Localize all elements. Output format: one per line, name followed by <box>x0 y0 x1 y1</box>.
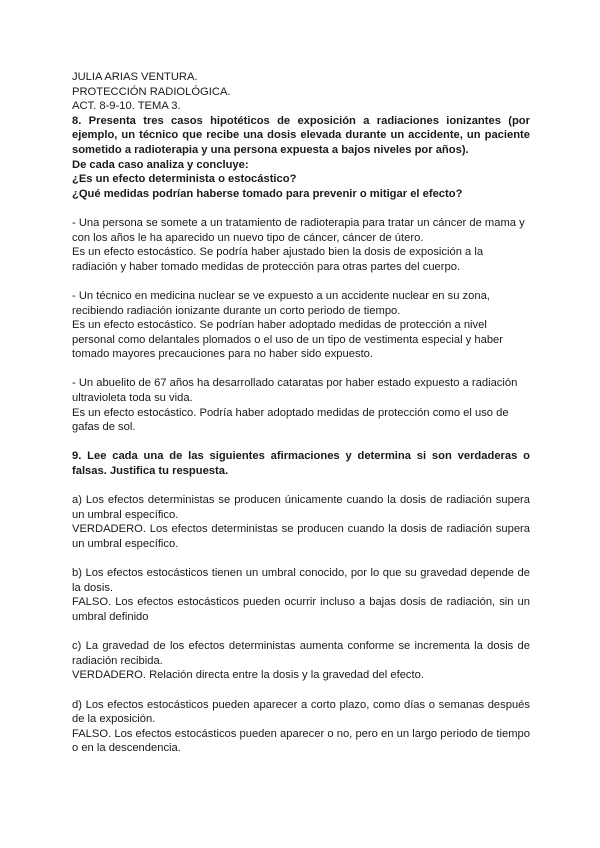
case-2-answer: Es un efecto estocástico. Se podrían haber adoptado medidas de protección a nivel personal como delantales plomados o el uso de un tipo de vestimenta especial y haber tomado mayores precauciones para no haber sido expuesto. <box>72 319 503 361</box>
case-2 <box>72 289 530 362</box>
activity-label: ACT. 8-9-10. TEMA 3. <box>72 100 181 113</box>
document-content <box>72 70 530 756</box>
case-2-description: - Un técnico en medicina nuclear se ve expuesto a un accidente nuclear en su zona, recibiendo radiación ionizante durante un corto periodo de tiempo. <box>72 289 490 317</box>
question-8-sub2: ¿Qué medidas podrían haberse tomado para prevenir o mitigar el efecto? <box>72 187 463 200</box>
question-9 <box>72 449 530 478</box>
statement-c <box>72 639 530 683</box>
question-8-sub1: ¿Es un efecto determinista o estocástico? <box>72 173 297 186</box>
statement-b-text: b) Los efectos estocásticos tienen un umbral conocido, por lo que su gravedad depende de la dosis. <box>72 567 530 594</box>
case-1 <box>72 216 530 274</box>
question-8-prompt: 8. Presenta tres casos hipotéticos de exposición a radiaciones ionizantes (por ejemplo, un técnico que recibe una dosis elevada durante un accidente, un paciente sometido a radioterapia y una persona expuesta a bajos niveles por años). <box>72 114 530 156</box>
statement-c-text: c) La gravedad de los efectos deterministas aumenta conforme se incrementa la dosis de radiación recibida. <box>72 640 530 667</box>
question-8 <box>72 114 530 202</box>
statement-b-answer: FALSO. Los efectos estocásticos pueden ocurrir incluso a bajas dosis de radiación, sin un umbral definido <box>72 596 530 623</box>
case-1-description: - Una persona se somete a un tratamiento de radioterapia para tratar un cáncer de mama y con los años le ha aparecido un nuevo tipo de cáncer, cáncer de útero. <box>72 216 525 244</box>
author-name: JULIA ARIAS VENTURA. <box>72 71 198 83</box>
statement-a <box>72 493 530 551</box>
question-8-instruction: De cada caso analiza y concluye: <box>72 158 249 171</box>
case-3 <box>72 376 530 434</box>
question-9-prompt: 9. Lee cada una de las siguientes afirmaciones y determina si son verdaderas o falsas. Justifica tu respuesta. <box>72 450 530 478</box>
statement-d-answer: FALSO. Los efectos estocásticos pueden aparecer o no, pero en un largo periodo de tiempo o en la descendencia. <box>72 727 530 755</box>
statement-d <box>72 698 530 756</box>
case-3-description: - Un abuelito de 67 años ha desarrollado cataratas por haber estado expuesto a radiación ultravioleta toda su vida. <box>72 377 518 405</box>
case-3-answer: Es un efecto estocástico. Podría haber adoptado medidas de protección como el uso de gafas de sol. <box>72 406 509 434</box>
statement-a-text: a) Los efectos deterministas se producen únicamente cuando la dosis de radiación supera un umbral específico. <box>72 494 530 521</box>
statement-a-answer: VERDADERO. Los efectos deterministas se producen cuando la dosis de radiación supera un umbral específico. <box>72 523 530 550</box>
subject-title: PROTECCIÓN RADIOLÓGICA. <box>72 85 231 98</box>
document-header <box>72 70 530 114</box>
statement-c-answer: VERDADERO. Relación directa entre la dosis y la gravedad del efecto. <box>72 669 424 682</box>
statement-d-text: d) Los efectos estocásticos pueden aparecer a corto plazo, como días o semanas después de la exposición. <box>72 698 530 726</box>
case-1-answer: Es un efecto estocástico. Se podría haber ajustado bien la dosis de exposición a la radiación y haber tomado medidas de protección para otras partes del cuerpo. <box>72 246 484 273</box>
statement-b <box>72 566 530 624</box>
